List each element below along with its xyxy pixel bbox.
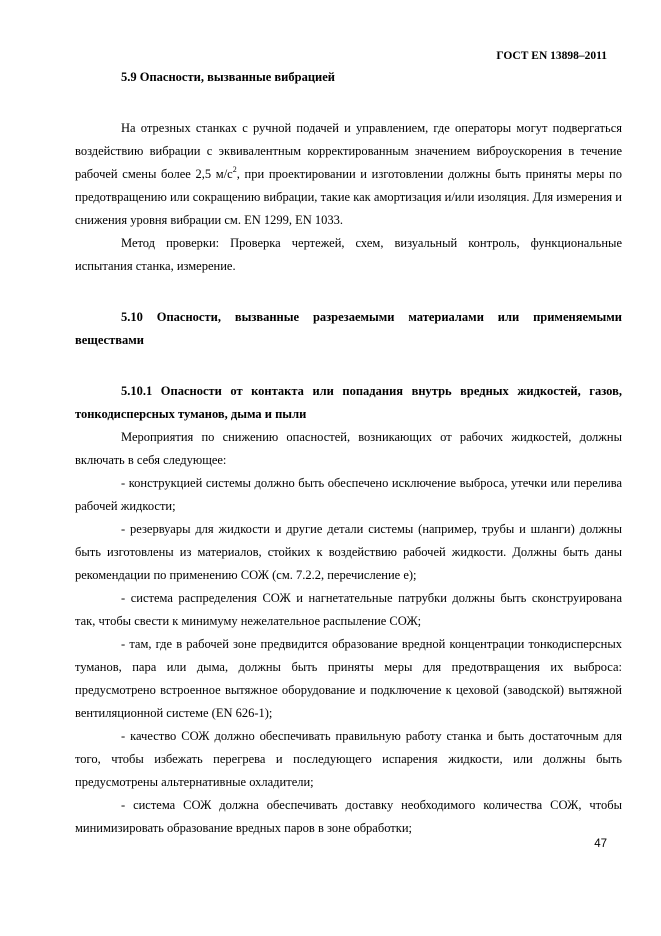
paragraph-text-after-superscript: , при проектировании и изготовлении должны быть приняты меры по предотвращению или сокращению вибрации, такие как амортизация и/или изоляция. Для измерения и снижения уровня вибрации см. EN 1299, EN 1033.: [75, 167, 622, 227]
list-item: - система распределения СОЖ и нагнетательные патрубки должны быть сконструирована так, чтобы свести к минимуму нежелательное распыление СОЖ;: [75, 591, 622, 628]
page-content: [75, 66, 622, 840]
document-header: ГОСТ EN 13898–2011: [496, 50, 607, 62]
section-5-10-heading: 5.10 Опасности, вызванные разрезаемыми материалами или применяемыми веществами: [75, 310, 622, 347]
section-5-10-1-heading: 5.10.1 Опасности от контакта или попадания внутрь вредных жидкостей, газов, тонкодисперсных туманов, дыма и пыли: [75, 384, 622, 421]
paragraph-text-before-superscript: На отрезных станках с ручной подачей и управлением, где операторы могут подвергаться воздействию вибрации с эквивалентным корректированным значением виброускорения в течение рабочей смены более 2,5 м/с: [75, 121, 622, 181]
list-item: - качество СОЖ должно обеспечивать правильную работу станка и быть достаточным для того, чтобы избежать перегрева и последующего испарения жидкости, или должны быть предусмотрены альтернативные охладители;: [75, 729, 622, 789]
section-5-9-paragraph-1: [75, 117, 622, 232]
page-number: 47: [594, 838, 607, 850]
section-5-9-paragraph-2: Метод проверки: Проверка чертежей, схем, визуальный контроль, функциональные испытания станка, измерение.: [75, 236, 622, 273]
list-item: - там, где в рабочей зоне предвидится образование вредной концентрации тонкодисперсных туманов, пара или дыма, должны быть приняты меры для предотвращения их выброса: предусмотрено встроенное вытяжное оборудование и подключение к цеховой (заводской) вытяжной вентиляционной системе (EN 626-1);: [75, 637, 622, 720]
list-item: - резервуары для жидкости и другие детали системы (например, трубы и шланги) должны быть изготовлены из материалов, стойких к воздействию рабочей жидкости. Должны быть даны рекомендации по применению СОЖ (см. 7.2.2, перечисление е);: [75, 522, 622, 582]
superscript-exponent: 2: [232, 165, 237, 174]
list-item: - система СОЖ должна обеспечивать доставку необходимого количества СОЖ, чтобы минимизировать образование вредных паров в зоне обработки;: [75, 798, 622, 835]
section-5-10-1-intro: Мероприятия по снижению опасностей, возникающих от рабочих жидкостей, должны включать в себя следующее:: [75, 430, 622, 467]
section-5-9-heading: 5.9 Опасности, вызванные вибрацией: [121, 70, 335, 84]
list-item: - конструкцией системы должно быть обеспечено исключение выброса, утечки или перелива рабочей жидкости;: [75, 476, 622, 513]
